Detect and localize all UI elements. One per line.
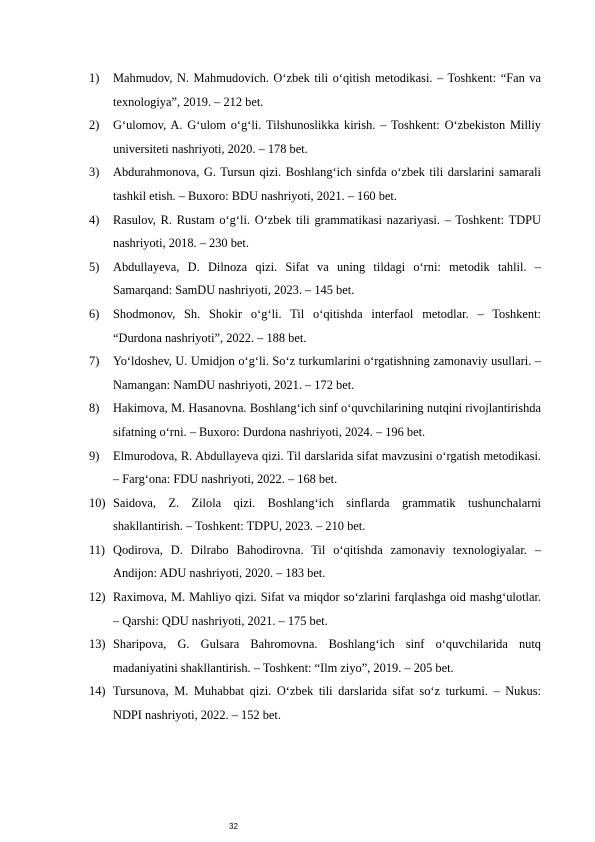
reference-text: Tursunova, M. Muhabbat qizi. O‘zbek tili darslarida sifat so‘z turkumi. – Nukus: NDPI nashriyoti, 2022. – 152 bet. [113,684,541,723]
reference-text: Abdurahmonova, G. Tursun qizi. Boshlang‘ich sinfda o‘zbek tili darslarini samarali tashkil etish. – Buxoro: BDU nashriyoti, 2021. – 160 bet. [113,165,541,203]
reference-text: Mahmudov, N. Mahmudovich. O‘zbek tili o‘qitish metodikasi. – Toshkent: “Fan va texnologiya”, 2019. – 212 bet. [113,71,541,109]
reference-number: 3) [89,165,100,180]
reference-text: Yo‘ldoshev, U. Umidjon o‘g‘li. So‘z turkumlarini o‘rgatishning zamonaviy usullari. – Namangan: NamDU nashriyoti, 2021. – 172 bet. [113,354,541,392]
reference-number: 6) [89,306,100,321]
reference-text: Rasulov, R. Rustam o‘g‘li. O‘zbek tili grammatikasi nazariyasi. – Toshkent: TDPU nashriyoti, 2018. – 230 bet. [113,212,541,251]
reference-number: 14) [89,684,106,699]
reference-number: 9) [89,448,100,463]
reference-item [89,350,541,397]
reference-item [89,67,541,114]
reference-number: 12) [89,590,106,605]
reference-number: 11) [89,542,106,557]
reference-item [89,539,541,586]
reference-number: 5) [89,259,100,274]
reference-text: Hakimova, M. Hasanovna. Boshlang‘ich sinf o‘quvchilarining nutqini rivojlantirishda sifatning o‘rni. – Buxoro: Durdona nashriyoti, 2024. – 196 bet. [113,401,541,439]
reference-item [89,114,541,161]
reference-text: Elmurodova, R. Abdullayeva qizi. Til darslarida sifat mavzusini o‘rgatish metodikasi. – Farg‘ona: FDU nashriyoti, 2022. – 168 bet. [113,448,541,487]
reference-text: Abdullayeva, D. Dilnoza qizi. Sifat va uning tildagi o‘rni: metodik tahlil. – Samarqand: SamDU nashriyoti, 2023. – 145 bet. [113,259,541,298]
reference-number: 8) [89,401,100,416]
reference-number: 10) [89,495,106,510]
reference-text: G‘ulomov, A. G‘ulom o‘g‘li. Tilshunoslikka kirish. – Toshkent: O‘zbekiston Milliy universiteti nashriyoti, 2020. – 178 bet. [113,118,541,156]
reference-item [89,303,541,350]
reference-item [89,397,541,444]
reference-item [89,633,541,680]
reference-number: 2) [89,118,100,133]
reference-number: 1) [89,71,100,85]
reference-number: 4) [89,212,100,227]
reference-number: 7) [89,354,100,369]
reference-number: 13) [89,637,106,652]
reference-item [89,256,541,303]
reference-text: Sharipova, G. Gulsara Bahromovna. Boshlang‘ich sinf o‘quvchilarida nutq madaniyatini shakllantirish. – Toshkent: “Ilm ziyo”, 2019. – 205 bet. [113,637,541,675]
reference-text: Saidova, Z. Zilola qizi. Boshlang‘ich sinflarda grammatik tushunchalarni shakllantirish. – Toshkent: TDPU, 2023. – 210 bet. [113,495,541,534]
reference-item [89,680,541,727]
reference-text: Shodmonov, Sh. Shokir o‘g‘li. Til o‘qitishda interfaol metodlar. – Toshkent: “Durdona nashriyoti”, 2022. – 188 bet. [113,306,541,345]
reference-item [89,161,541,208]
reference-text: Raximova, M. Mahliyo qizi. Sifat va miqdor so‘zlarini farqlashga oid mashg‘ulotlar. – Qarshi: QDU nashriyoti, 2021. – 175 bet. [113,590,541,628]
page-number: 32 [229,822,238,831]
reference-list [89,67,541,728]
reference-item [89,209,541,256]
reference-item [89,492,541,539]
reference-text: Qodirova, D. Dilrabo Bahodirovna. Til o‘qitishda zamonaviy texnologiyalar. – Andijon: ADU nashriyoti, 2020. – 183 bet. [113,542,541,581]
reference-item [89,586,541,633]
reference-item [89,445,541,492]
